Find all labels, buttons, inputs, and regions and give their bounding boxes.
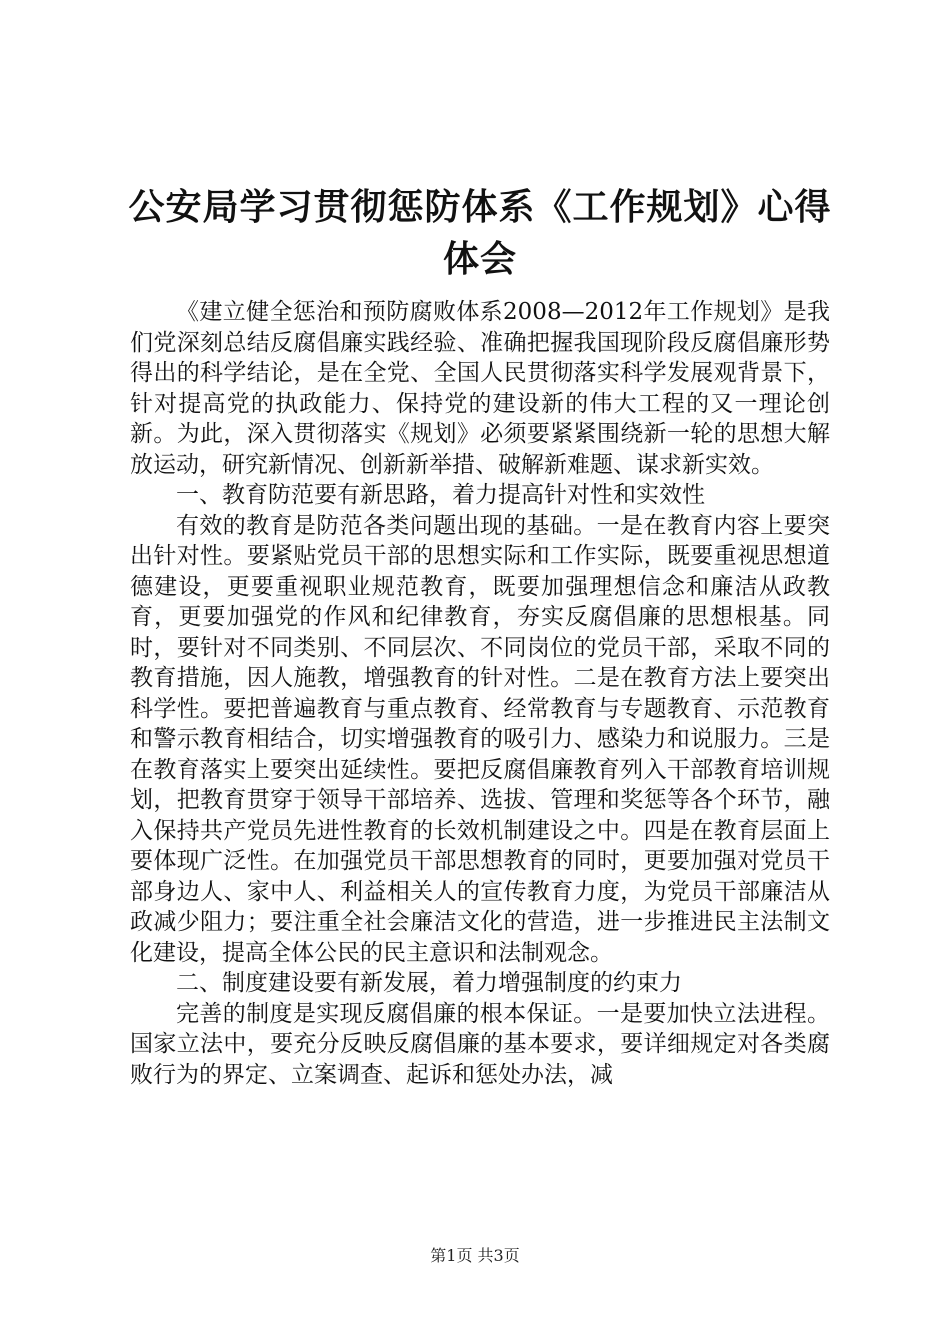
intro-paragraph: 《建立健全惩治和预防腐败体系2008—2012年工作规划》是我们党深刻总结反腐倡廉实践经验、准确把握我国现阶段反腐倡廉形势得出的科学结论，是在全党、全国人民贯彻落实科学发展观背景下，针对提高党的执政能力、保持党的建设新的伟大工程的又一理论创新。为此，深入贯彻落实《规划》必须要紧紧围绕新一轮的思想大解放运动，研究新情况、创新新举措、破解新难题、谋求新实效。 [130,299,830,478]
system-paragraph: 完善的制度是实现反腐倡廉的根本保证。一是要加快立法进程。国家立法中，要充分反映反腐倡廉的基本要求，要详细规定对各类腐败行为的界定、立案调查、起诉和惩处办法，减 [130,1000,830,1088]
education-paragraph: 有效的教育是防范各类问题出现的基础。一是在教育内容上要突出针对性。要紧贴党员干部的思想实际和工作实际，既要重视思想道德建设，更要重视职业规范教育，既要加强理想信念和廉洁从政教育，更要加强党的作风和纪律教育，夯实反腐倡廉的思想根基。同时，要针对不同类别、不同层次、不同岗位的党员干部，采取不同的教育措施，因人施教，增强教育的针对性。二是在教育方法上要突出科学性。要把普遍教育与重点教育、经常教育与专题教育、示范教育和警示教育相结合，切实增强教育的吸引力、感染力和说服力。三是在教育落实上要突出延续性。要把反腐倡廉教育列入干部教育培训规划，把教育贯穿于领导干部培养、选拔、管理和奖惩等各个环节，融入保持共产党员先进性教育的长效机制建设之中。四是在教育层面上要体现广泛性。在加强党员干部思想教育的同时，更要加强对党员干部身边人、家中人、利益相关人的宣传教育力度，为党员干部廉洁从政减少阻力；要注重全社会廉洁文化的营造，进一步推进民主法制文化建设，提高全体公民的民主意识和法制观念。 [130,512,830,966]
section-heading-system: 二、制度建设要有新发展，着力增强制度的约束力 [176,970,682,996]
page-footer: 第1页 共3页 [430,1246,520,1265]
document-title: 公安局学习贯彻惩防体系《工作规划》心得体会 [128,187,832,280]
document-body [130,297,830,1090]
section-heading-education: 一、教育防范要有新思路，着力提高针对性和实效性 [176,482,705,508]
